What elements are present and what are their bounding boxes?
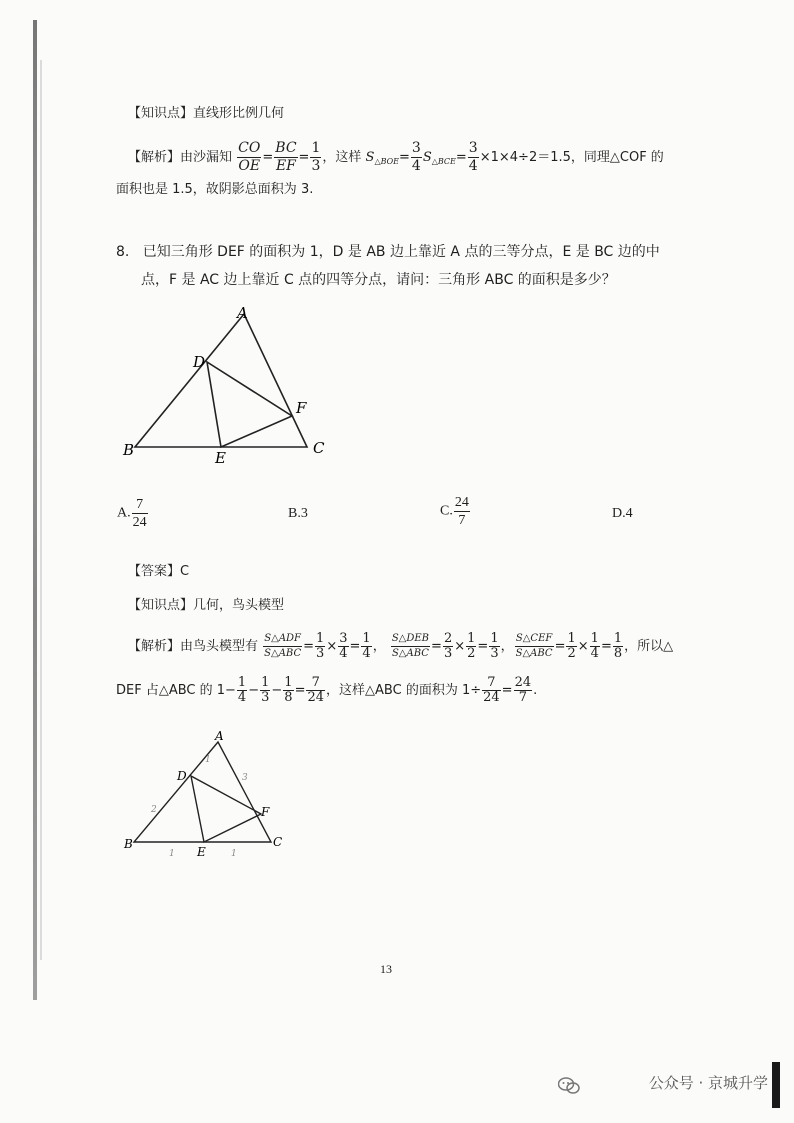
footer-bar — [772, 1062, 780, 1108]
segment-ec-length: 1 — [231, 849, 237, 859]
knowledge-point-2 — [128, 596, 284, 616]
kp-text: 几何，鸟头模型 — [193, 598, 285, 613]
analysis-2-line1: 【解析】由鸟头模型有 $\frac{\text{S△ADF}}{\text{S△ABC}}$ = $\frac{1}{3}$ × $\frac{3}{4}$ = $\frac{1}{4}$ ， $\frac{\text{S△DEB}}{\text{S△ABC}}$ = $\frac{2}{3}$ × $\frac{1}{2}$ = $\frac{1}{3}$ ， $\frac{\text{S△CEF}}{\text{S△ABC}}$ = $\frac{1}{2}$ × $\frac{1}{4}$ = $\frac{1}{8}$ ，所以△ — [128, 631, 674, 661]
fraction: $\frac{1}{3}$ — [316, 631, 325, 661]
fraction: $\frac{CO}{OE}$ — [238, 140, 261, 174]
triangle-def — [191, 776, 261, 842]
an-label: 【解析】 — [128, 639, 181, 654]
fraction: $\frac{\text{S△CEF}}{\text{S△ABC}}$ — [515, 633, 553, 659]
segment-af-length: 3 — [242, 773, 248, 783]
fraction: $\frac{1}{2}$ — [567, 631, 576, 661]
segment-db-length: 2 — [151, 805, 157, 815]
question-line1 — [116, 242, 660, 262]
an-post: ，同理△COF 的 — [570, 150, 664, 165]
fraction: $\frac{1}{4}$ — [590, 631, 599, 661]
fraction: $\frac{24}{7}$ — [454, 495, 469, 528]
label-b: B — [123, 441, 135, 459]
triangle-figure-1 — [115, 300, 345, 470]
answer-value: C — [180, 564, 190, 579]
fraction: $\frac{BC}{EF}$ — [275, 140, 297, 174]
an-mid: ，这样 — [322, 150, 362, 165]
triangle-abc — [135, 314, 307, 447]
fraction: $\frac{7}{24}$ — [307, 675, 325, 705]
label-a: A — [215, 729, 224, 743]
question-line2: 点，F 是 AC 边上靠近 C 点的四等分点，请问：三角形 ABC 的面积是多少？ — [141, 272, 616, 288]
fraction: $\frac{7}{24}$ — [132, 497, 147, 530]
wechat-icon — [558, 1077, 580, 1095]
scan-edge — [33, 20, 37, 1000]
label-d: D — [193, 353, 206, 371]
label-d: D — [177, 769, 187, 783]
an-pre: 由沙漏知 — [180, 150, 233, 165]
label-f: F — [296, 399, 307, 417]
label-f: F — [261, 805, 270, 819]
fraction: $\frac{1}{4}$ — [237, 675, 247, 705]
option-c: C. $\frac{24}{7}$ — [440, 495, 469, 528]
fraction: $\frac{1}{3}$ — [490, 631, 499, 661]
s-symbol: S — [365, 150, 375, 165]
option-a: A. $\frac{7}{24}$ — [117, 497, 147, 530]
s-symbol: S — [422, 150, 432, 165]
option-b: B.3 — [288, 506, 308, 521]
label-b: B — [124, 837, 133, 851]
s-sub: △BOE — [374, 157, 400, 166]
fraction: $\frac{3}{4}$ — [411, 140, 421, 174]
kp-label: 【知识点】 — [128, 106, 194, 121]
an-pre: 由鸟头模型有 — [180, 639, 259, 654]
footer-text: 公众号 · 京城升学 — [648, 1074, 768, 1092]
fraction: $\frac{2}{3}$ — [443, 631, 453, 661]
fraction: $\frac{1}{3}$ — [311, 140, 321, 174]
kp-label: 【知识点】 — [128, 598, 194, 613]
label-a: A — [237, 304, 248, 322]
answer-label: 【答案】 — [128, 564, 181, 579]
option-d: D.4 — [612, 506, 633, 521]
analysis-2-line2: DEF 占△ABC 的 1− $\frac{1}{4}$ − $\frac{1}{3}$ − $\frac{1}{8}$ = $\frac{7}{24}$ ，这样△ABC 的面积为 1÷ $\frac{7}{24}$ = $\frac{24}{7}$ . — [116, 675, 538, 705]
analysis-1-line1: 【解析】由沙漏知 $\frac{CO}{OE}$ = $\frac{BC}{EF}$ = $\frac{1}{3}$ ，这样 $S_{\triangle BOE}=$ $\frac{3}{4}$ $S_{\triangle BCE}=$ $\frac{3}{4}$ ×1×4÷2＝1.5，同理△COF 的 — [128, 140, 664, 174]
label-c: C — [273, 835, 283, 849]
analysis-1-line2: 面积也是 1.5，故阴影总面积为 3. — [116, 182, 314, 197]
fraction: $\frac{7}{24}$ — [483, 675, 500, 705]
fraction: $\frac{24}{7}$ — [514, 675, 532, 705]
fraction: $\frac{1}{8}$ — [284, 675, 293, 705]
label-e: E — [215, 449, 226, 467]
fraction: $\frac{1}{4}$ — [362, 631, 371, 661]
scan-edge-shadow — [40, 60, 42, 960]
triangle-figure-2 — [115, 724, 315, 864]
calc: ×1×4÷2＝1.5 — [479, 150, 571, 165]
fraction: $\frac{1}{8}$ — [613, 631, 623, 661]
triangle-def — [207, 362, 292, 447]
page-number: 13 — [380, 962, 392, 976]
fraction: $\frac{3}{4}$ — [339, 631, 348, 661]
question-number: 8. — [116, 244, 130, 260]
answer-line — [128, 562, 189, 582]
fraction: $\frac{1}{3}$ — [261, 675, 270, 705]
fraction: $\frac{1}{2}$ — [467, 631, 476, 661]
label-e: E — [197, 845, 206, 859]
kp-text: 直线形比例几何 — [193, 106, 285, 121]
triangle-abc — [134, 742, 271, 842]
fraction: $\frac{\text{S△ADF}}{\text{S△ABC}}$ — [264, 633, 302, 659]
s-sub: △BCE — [431, 157, 456, 166]
segment-be-length: 1 — [169, 849, 175, 859]
an-post: ，所以△ — [624, 639, 674, 654]
knowledge-point-1 — [128, 104, 284, 124]
segment-ad-length: 1 — [205, 755, 211, 765]
label-c: C — [313, 439, 325, 457]
fraction: $\frac{3}{4}$ — [468, 140, 478, 174]
question-text-1: 已知三角形 DEF 的面积为 1，D 是 AB 边上靠近 A 点的三等分点，E 是 BC 边的中 — [142, 244, 660, 260]
fraction: $\frac{\text{S△DEB}}{\text{S△ABC}}$ — [391, 633, 430, 659]
an-label: 【解析】 — [128, 150, 181, 165]
